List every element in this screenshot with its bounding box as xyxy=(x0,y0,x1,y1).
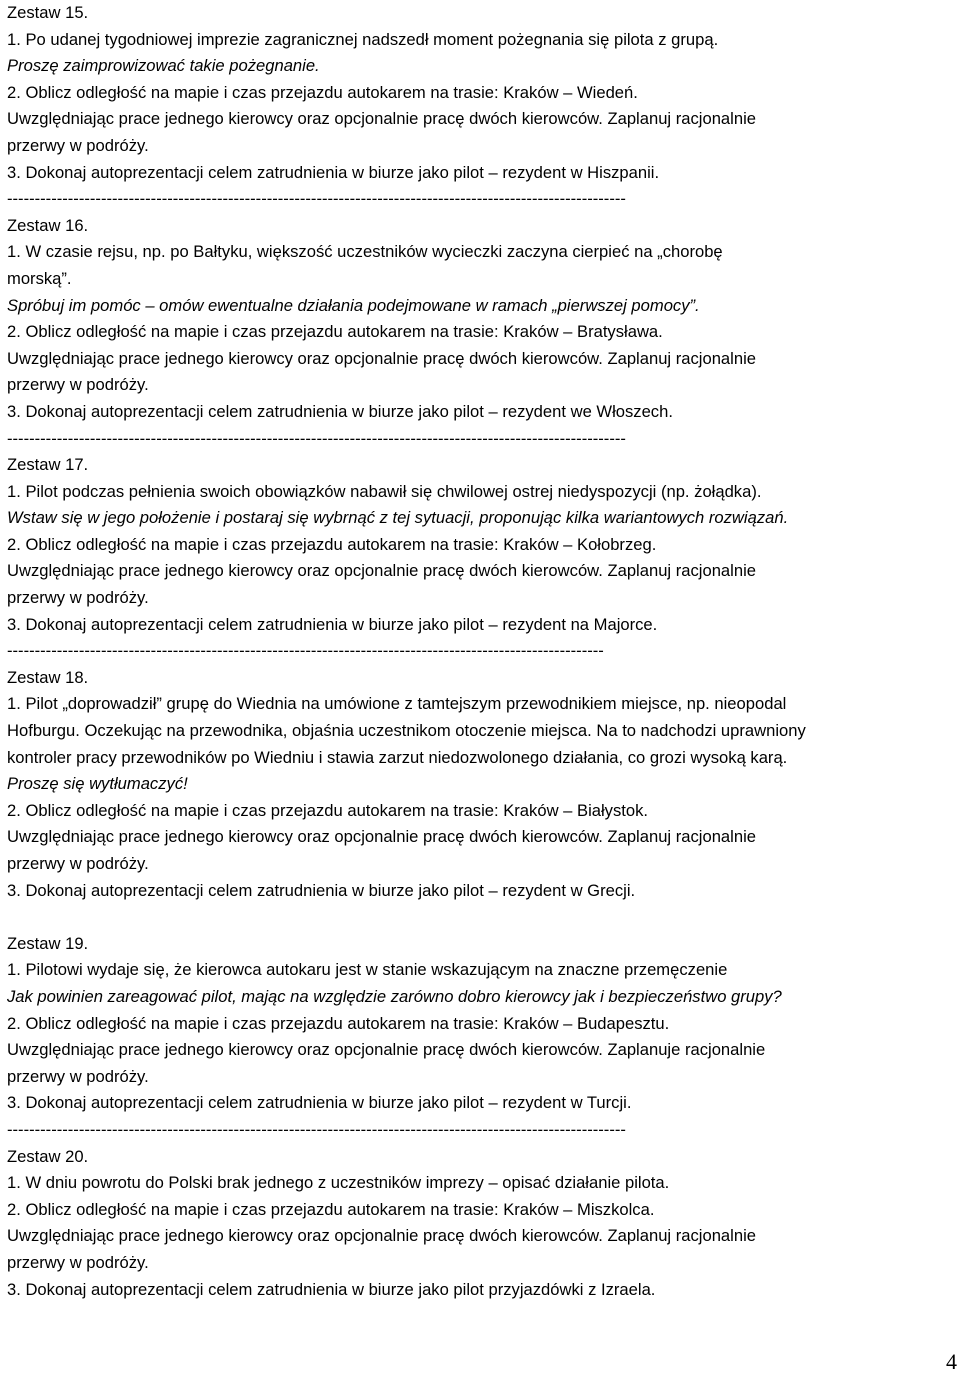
text-line: 2. Oblicz odległość na mapie i czas przejazdu autokarem na trasie: Kraków – Bratysława. xyxy=(7,322,663,342)
text-line: 2. Oblicz odległość na mapie i czas przejazdu autokarem na trasie: Kraków – Miszkolca. xyxy=(7,1199,655,1219)
text-line: ---------------------------------------------------------------------------------------------------------------- xyxy=(7,189,626,209)
text-line: przerwy w podróży. xyxy=(7,375,149,395)
text-line: 1. Pilotowi wydaje się, że kierowca autokaru jest w stanie wskazującym na znaczne przemęczenie xyxy=(7,960,728,980)
text-line: 2. Oblicz odległość na mapie i czas przejazdu autokarem na trasie: Kraków – Białystok. xyxy=(7,800,649,820)
text-line: 3. Dokonaj autoprezentacji celem zatrudnienia w biurze jako pilot – rezydent w Grecji. xyxy=(7,880,636,900)
text-line: 3. Dokonaj autoprezentacji celem zatrudnienia w biurze jako pilot – rezydent w Hiszpanii. xyxy=(7,162,660,182)
text-line: 3. Dokonaj autoprezentacji celem zatrudnienia w biurze jako pilot – rezydent na Majorce. xyxy=(7,614,658,634)
text-line: Zestaw 20. xyxy=(7,1146,89,1166)
text-line: Jak powinien zareagować pilot, mając na względzie zarówno dobro kierowcy jak i bezpieczeństwo grupy? xyxy=(7,986,782,1006)
text-line: przerwy w podróży. xyxy=(7,588,149,608)
text-line: Zestaw 18. xyxy=(7,667,89,687)
text-line xyxy=(7,904,957,931)
text-line: Uwzględniając prace jednego kierowcy oraz opcjonalnie pracę dwóch kierowców. Zaplanuje racjonalnie xyxy=(7,1040,766,1060)
page-number: 4 xyxy=(946,1349,957,1374)
text-line: 1. W czasie rejsu, np. po Bałtyku, większość uczestników wycieczki zaczyna cierpieć na „chorobę xyxy=(7,242,723,262)
text-line: ---------------------------------------------------------------------------------------------------------------- xyxy=(7,1119,626,1139)
text-line: 3. Dokonaj autoprezentacji celem zatrudnienia w biurze jako pilot przyjazdówki z Izraela. xyxy=(7,1279,656,1299)
text-line: ---------------------------------------------------------------------------------------------------------------- xyxy=(7,428,626,448)
text-line: Proszę się wytłumaczyć! xyxy=(7,774,188,794)
text-line: kontroler pracy przewodników po Wiedniu i stawia zarzut niedozwolonego działania, co grozi wysoką karą. xyxy=(7,747,788,767)
text-line: przerwy w podróży. xyxy=(7,854,149,873)
text-line: Uwzględniając prace jednego kierowcy oraz opcjonalnie pracę dwóch kierowców. Zaplanuj racjonalnie xyxy=(7,561,756,581)
text-line: 2. Oblicz odległość na mapie i czas przejazdu autokarem na trasie: Kraków – Kołobrzeg. xyxy=(7,534,657,554)
text-line: Uwzględniając prace jednego kierowcy oraz opcjonalnie pracę dwóch kierowców. Zaplanuj racjonalnie xyxy=(7,109,756,129)
text-line: Spróbuj im pomóc – omów ewentualne działania podejmowane w ramach „pierwszej pomocy”. xyxy=(7,295,700,315)
text-line: 2. Oblicz odległość na mapie i czas przejazdu autokarem na trasie: Kraków – Wiedeń. xyxy=(7,82,638,102)
text-line: Hofburgu. Oczekując na przewodnika, objaśnia uczestnikom otoczenie miejsca. Na to nadchodzi uprawniony xyxy=(7,721,806,741)
text-line: Zestaw 15. xyxy=(7,3,89,22)
text-line: Proszę zaimprowizować takie pożegnanie. xyxy=(7,56,320,76)
text-line: 1. Pilot podczas pełnienia swoich obowiązków nabawił się chwilowej ostrej niedyspozycji (np. żołądka). xyxy=(7,481,762,501)
text-line: Uwzględniając prace jednego kierowcy oraz opcjonalnie pracę dwóch kierowców. Zaplanuj racjonalnie xyxy=(7,348,756,368)
text-line: 1. Po udanej tygodniowej imprezie zagranicznej nadszedł moment pożegnania się pilota z grupą. xyxy=(7,29,719,49)
text-line: przerwy w podróży. xyxy=(7,135,149,155)
text-line: przerwy w podróży. xyxy=(7,1252,149,1272)
text-line: przerwy w podróży. xyxy=(7,1066,149,1086)
text-line: 2. Oblicz odległość na mapie i czas przejazdu autokarem na trasie: Kraków – Budapesztu. xyxy=(7,1013,670,1033)
text-line: Zestaw 19. xyxy=(7,933,89,953)
text-line: Uwzględniając prace jednego kierowcy oraz opcjonalnie pracę dwóch kierowców. Zaplanuj racjonalnie xyxy=(7,1226,756,1246)
text-line: Zestaw 17. xyxy=(7,455,89,475)
text-line: ------------------------------------------------------------------------------------------------------------ xyxy=(7,641,604,661)
document-body xyxy=(7,0,957,1303)
text-line: 1. Pilot „doprowadził” grupę do Wiednia na umówione z tamtejszym przewodnikiem miejsce, np. nieopodal xyxy=(7,694,787,714)
text-line: 3. Dokonaj autoprezentacji celem zatrudnienia w biurze jako pilot – rezydent w Turcji. xyxy=(7,1093,632,1113)
text-line: 3. Dokonaj autoprezentacji celem zatrudnienia w biurze jako pilot – rezydent we Włoszech. xyxy=(7,401,673,421)
text-line: Wstaw się w jego położenie i postaraj się wybrnąć z tej sytuacji, proponując kilka wariantowych rozwiązań. xyxy=(7,508,789,528)
text-line: morską”. xyxy=(7,268,72,288)
text-line: Uwzględniając prace jednego kierowcy oraz opcjonalnie pracę dwóch kierowców. Zaplanuj racjonalnie xyxy=(7,827,756,847)
text-line: Zestaw 16. xyxy=(7,215,89,235)
text-line: 1. W dniu powrotu do Polski brak jednego z uczestników imprezy – opisać działanie pilota. xyxy=(7,1173,670,1193)
